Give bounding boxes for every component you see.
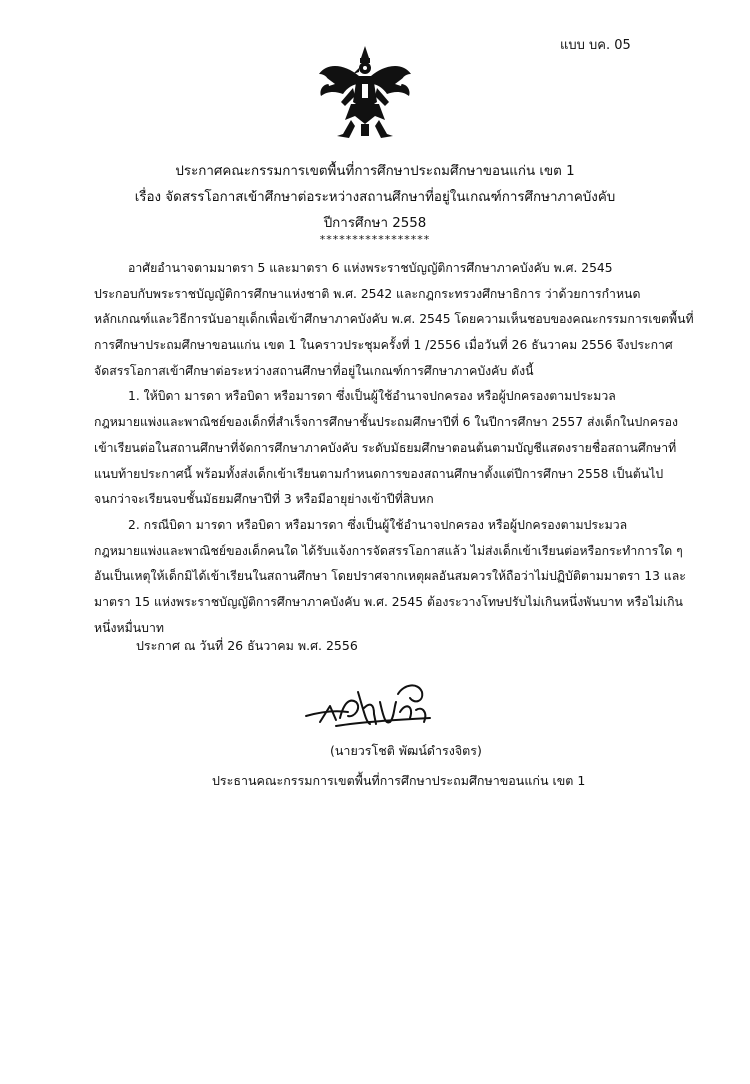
paragraph-item-1 [94, 384, 678, 512]
text-line: ประกอบกับพระราชบัญญัติการศึกษาแห่งชาติ พ.ศ. 2542 และกฎกระทรวงศึกษาธิการ ว่าด้วยการกำหนด [94, 286, 641, 301]
academic-year: ปีการศึกษา 2558 [323, 216, 427, 231]
separator: ***************** [319, 233, 431, 246]
text-line: 1. ให้บิดา มารดา หรือบิดา หรือมารดา ซึ่งเป็นผู้ใช้อำนาจปกครอง หรือผู้ปกครองตามประมวล [128, 389, 616, 404]
signatory-position: ประธานคณะกรรมการเขตพื้นที่การศึกษาประถมศึกษาขอนแก่น เขต 1 [212, 773, 586, 788]
announcement-date: ประกาศ ณ วันที่ 26 ธันวาคม พ.ศ. 2556 [136, 638, 358, 653]
text-line: เข้าเรียนต่อในสถานศึกษาที่จัดการศึกษาภาคบังคับ ระดับมัธยมศึกษาตอนต้นตามบัญชีแสดงรายชื่อสถานศึกษาที่ [94, 440, 677, 455]
paragraph-item-2 [94, 513, 686, 641]
text-line: กฎหมายแพ่งและพาณิชย์ของเด็กคนใด ได้รับแจ้งการจัดสรรโอกาสแล้ว ไม่ส่งเด็กเข้าเรียนต่อหรือกระทำการใด ๆ [94, 543, 683, 558]
text-line: หลักเกณฑ์และวิธีการนับอายุเด็กเพื่อเข้าศึกษาภาคบังคับ พ.ศ. 2545 โดยความเห็นชอบของคณะกรรมการเขตพื้นที่ [94, 312, 694, 327]
announcement-body [94, 256, 694, 641]
text-line: แนบท้ายประกาศนี้ พร้อมทั้งส่งเด็กเข้าเรียนตามกำหนดการของสถานศึกษาตั้งแต่ปีการศึกษา 2558 เป็นต้นไป [94, 466, 664, 481]
signature-image [300, 672, 460, 732]
garuda-emblem-icon [315, 44, 415, 142]
text-line: 2. กรณีบิดา มารดา หรือบิดา หรือมารดา ซึ่งเป็นผู้ใช้อำนาจปกครอง หรือผู้ปกครองตามประมวล [128, 517, 628, 532]
paragraph-authority [94, 256, 694, 384]
form-code: แบบ บค. 05 [560, 38, 631, 53]
announcement-title: ประกาศคณะกรรมการเขตพื้นที่การศึกษาประถมศึกษาขอนแก่น เขต 1 [175, 164, 575, 179]
signatory-name: (นายวรโชติ พัฒน์ดำรงจิตร) [330, 743, 482, 758]
text-line: มาตรา 15 แห่งพระราชบัญญัติการศึกษาภาคบังคับ พ.ศ. 2545 ต้องระวางโทษปรับไม่เกินหนึ่งพันบาท หรือไม่เกิน [94, 594, 683, 609]
text-line: จนกว่าจะเรียนจบชั้นมัธยมศึกษาปีที่ 3 หรือมีอายุย่างเข้าปีที่สิบหก [94, 492, 434, 507]
text-line: อันเป็นเหตุให้เด็กมิได้เข้าเรียนในสถานศึกษา โดยปราศจากเหตุผลอันสมควรให้ถือว่าไม่ปฏิบัติตามมาตรา 13 และ [94, 569, 686, 584]
text-line: จัดสรรโอกาสเข้าศึกษาต่อระหว่างสถานศึกษาที่อยู่ในเกณฑ์การศึกษาภาคบังคับ ดังนี้ [94, 363, 534, 378]
text-line: อาศัยอำนาจตามมาตรา 5 และมาตรา 6 แห่งพระราชบัญญัติการศึกษาภาคบังคับ พ.ศ. 2545 [128, 261, 613, 275]
text-line: กฎหมายแพ่งและพาณิชย์ของเด็กที่สำเร็จการศึกษาชั้นประถมศึกษาปีที่ 6 ในปีการศึกษา 2557 ส่งเด็กในปกครอง [94, 415, 678, 430]
announcement-subject: เรื่อง จัดสรรโอกาสเข้าศึกษาต่อระหว่างสถานศึกษาที่อยู่ในเกณฑ์การศึกษาภาคบังคับ [134, 190, 616, 205]
text-line: หนึ่งหมื่นบาท [94, 620, 164, 635]
text-line: การศึกษาประถมศึกษาขอนแก่น เขต 1 ในคราวประชุมครั้งที่ 1 /2556 เมื่อวันที่ 26 ธันวาคม 2556 จึงประกาศ [94, 338, 673, 353]
